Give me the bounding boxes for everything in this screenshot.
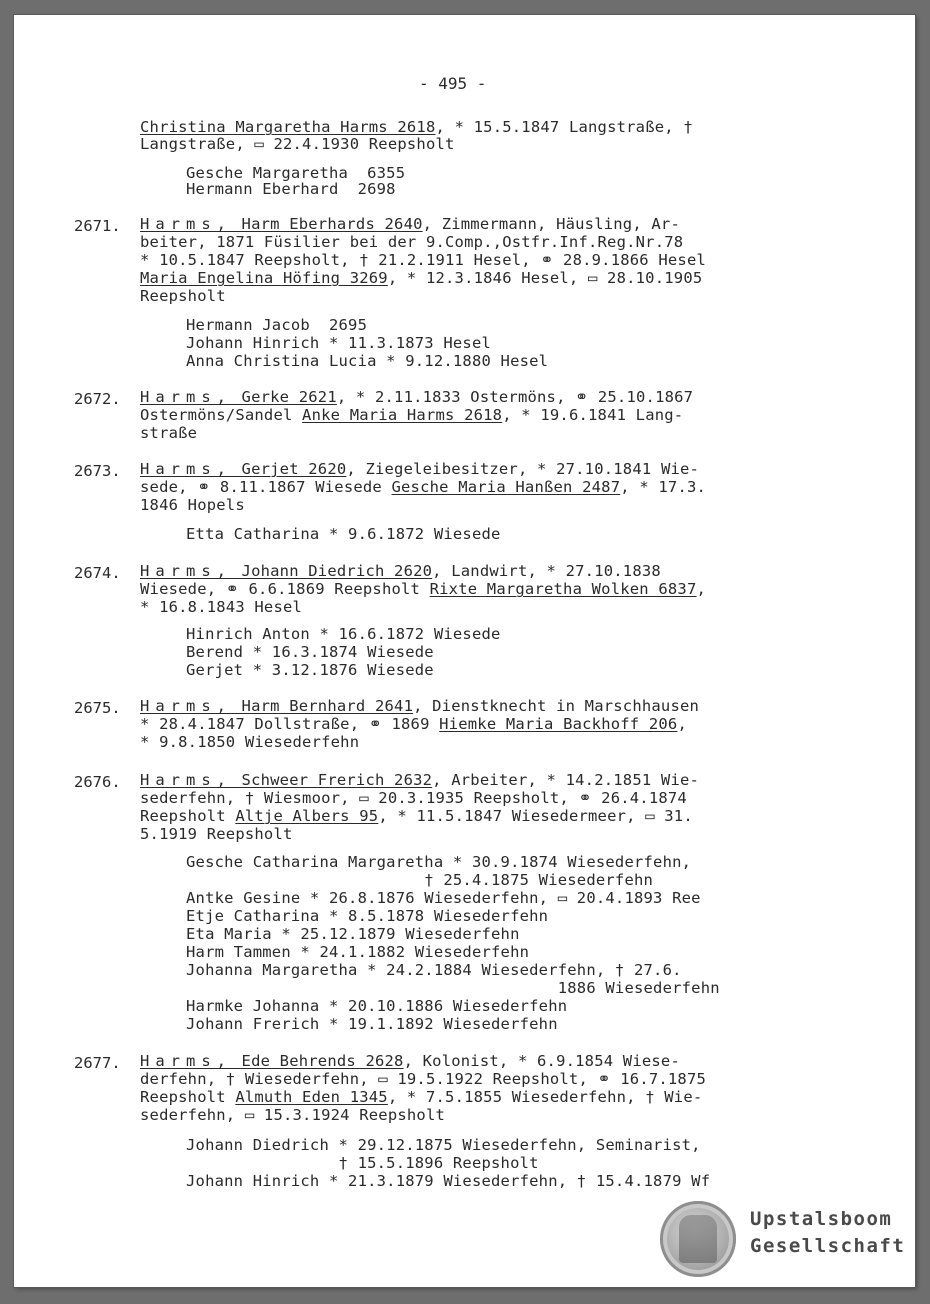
child-line: Antke Gesine * 26.8.1876 Wiesederfehn, ▭ 20.4.1893 Ree (186, 889, 701, 907)
child-line: Harm Tammen * 24.1.1882 Wiesederfehn (186, 943, 530, 961)
child-line: Harmke Johanna * 20.10.1886 Wiesederfehn (186, 997, 568, 1015)
entry-line: Maria Engelina Höfing 3269, * 12.3.1846 Hesel, ▭ 28.10.1905 (140, 269, 703, 287)
continuation-line-2: Langstraße, ▭ 22.4.1930 Reepsholt (140, 135, 455, 153)
child-line: Johanna Margaretha * 24.2.1884 Wiesederfehn, † 27.6. (186, 961, 682, 979)
entry-number: 2671. (74, 217, 121, 235)
entry-line: Harms, Ede Behrends 2628, Kolonist, * 6.9.1854 Wiese- (140, 1052, 680, 1070)
child-line: Hermann Jacob 2695 (186, 316, 368, 334)
document-page (14, 15, 915, 1287)
entry-line: Harms, Gerjet 2620, Ziegeleibesitzer, * 27.10.1841 Wie- (140, 460, 700, 478)
entry-line: 5.1919 Reepsholt (140, 825, 293, 843)
child-line: Berend * 16.3.1874 Wiesede (186, 643, 434, 661)
entry-line: Harms, Johann Diedrich 2620, Landwirt, * 27.10.1838 (140, 562, 661, 580)
entry-line: beiter, 1871 Füsilier bei der 9.Comp.,Ostfr.Inf.Reg.Nr.78 (140, 233, 684, 251)
entry-line: Harms, Gerke 2621, * 2.11.1833 Ostermöns, ⚭ 25.10.1867 (140, 388, 694, 406)
entry-line: Reepsholt Altje Albers 95, * 11.5.1847 Wiesedermeer, ▭ 31. (140, 807, 693, 825)
entry-number: 2672. (74, 390, 121, 408)
brand-line-2: Gesellschaft (750, 1235, 906, 1257)
child-line: Gerjet * 3.12.1876 Wiesede (186, 661, 434, 679)
society-seal-icon (660, 1201, 736, 1277)
entry-number: 2675. (74, 699, 121, 717)
entry-line: * 9.8.1850 Wiesederfehn (140, 733, 360, 751)
page-number: - 495 - (419, 74, 487, 93)
entry-line: * 28.4.1847 Dollstraße, ⚭ 1869 Hiemke Maria Backhoff 206, (140, 715, 687, 733)
entry-line: Ostermöns/Sandel Anke Maria Harms 2618, * 19.6.1841 Lang- (140, 406, 684, 424)
continuation-line-1: Christina Margaretha Harms 2618, * 15.5.1847 Langstraße, † (140, 118, 693, 136)
child-line: Hinrich Anton * 16.6.1872 Wiesede (186, 625, 501, 643)
child-line: † 25.4.1875 Wiesederfehn (186, 871, 654, 889)
entry-number: 2677. (74, 1054, 121, 1072)
child-line: Etta Catharina * 9.6.1872 Wiesede (186, 525, 501, 543)
child-line: † 15.5.1896 Reepsholt (186, 1154, 539, 1172)
child-line: Johann Diedrich * 29.12.1875 Wiesederfehn, Seminarist, (186, 1136, 701, 1154)
entry-number: 2676. (74, 773, 121, 791)
entry-line: Reepsholt Almuth Eden 1345, * 7.5.1855 Wiesederfehn, † Wie- (140, 1088, 703, 1106)
entry-line: Harms, Harm Bernhard 2641, Dienstknecht in Marschhausen (140, 697, 700, 715)
child-line: Anna Christina Lucia * 9.12.1880 Hesel (186, 352, 549, 370)
entry-line: Harms, Schweer Frerich 2632, Arbeiter, * 14.2.1851 Wie- (140, 771, 700, 789)
entry-line: Harms, Harm Eberhards 2640, Zimmermann, Häusling, Ar- (140, 215, 680, 233)
entry-line: * 16.8.1843 Hesel (140, 598, 303, 616)
entry-number: 2673. (74, 462, 121, 480)
entry-number: 2674. (74, 564, 121, 582)
entry-line: sede, ⚭ 8.11.1867 Wiesede Gesche Maria Hanßen 2487, * 17.3. (140, 478, 707, 496)
entry-line: Reepsholt (140, 287, 226, 305)
entry-line: * 10.5.1847 Reepsholt, † 21.2.1911 Hesel, ⚭ 28.9.1866 Hesel (140, 251, 707, 269)
child-line: Johann Frerich * 19.1.1892 Wiesederfehn (186, 1015, 558, 1033)
child-line: Johann Hinrich * 21.3.1879 Wiesederfehn, † 15.4.1879 Wf (186, 1172, 711, 1190)
child-line: Gesche Margaretha 6355 (186, 164, 406, 182)
entry-line: straße (140, 424, 198, 442)
entry-line: Wiesede, ⚭ 6.6.1869 Reepsholt Rixte Margaretha Wolken 6837, (140, 580, 707, 598)
child-line: 1886 Wiesederfehn (186, 979, 720, 997)
child-line: Eta Maria * 25.12.1879 Wiesederfehn (186, 925, 520, 943)
entry-line: sederfehn, ▭ 15.3.1924 Reepsholt (140, 1106, 446, 1124)
brand-line-1: Upstalsboom (750, 1208, 893, 1230)
child-line: Etje Catharina * 8.5.1878 Wiesederfehn (186, 907, 549, 925)
entry-line: 1846 Hopels (140, 496, 245, 514)
child-line: Gesche Catharina Margaretha * 30.9.1874 Wiesederfehn, (186, 853, 692, 871)
child-line: Hermann Eberhard 2698 (186, 180, 396, 198)
child-line: Johann Hinrich * 11.3.1873 Hesel (186, 334, 492, 352)
entry-line: sederfehn, † Wiesmoor, ▭ 20.3.1935 Reepsholt, ⚭ 26.4.1874 (140, 789, 687, 807)
entry-line: derfehn, † Wiesederfehn, ▭ 19.5.1922 Reepsholt, ⚭ 16.7.1875 (140, 1070, 707, 1088)
